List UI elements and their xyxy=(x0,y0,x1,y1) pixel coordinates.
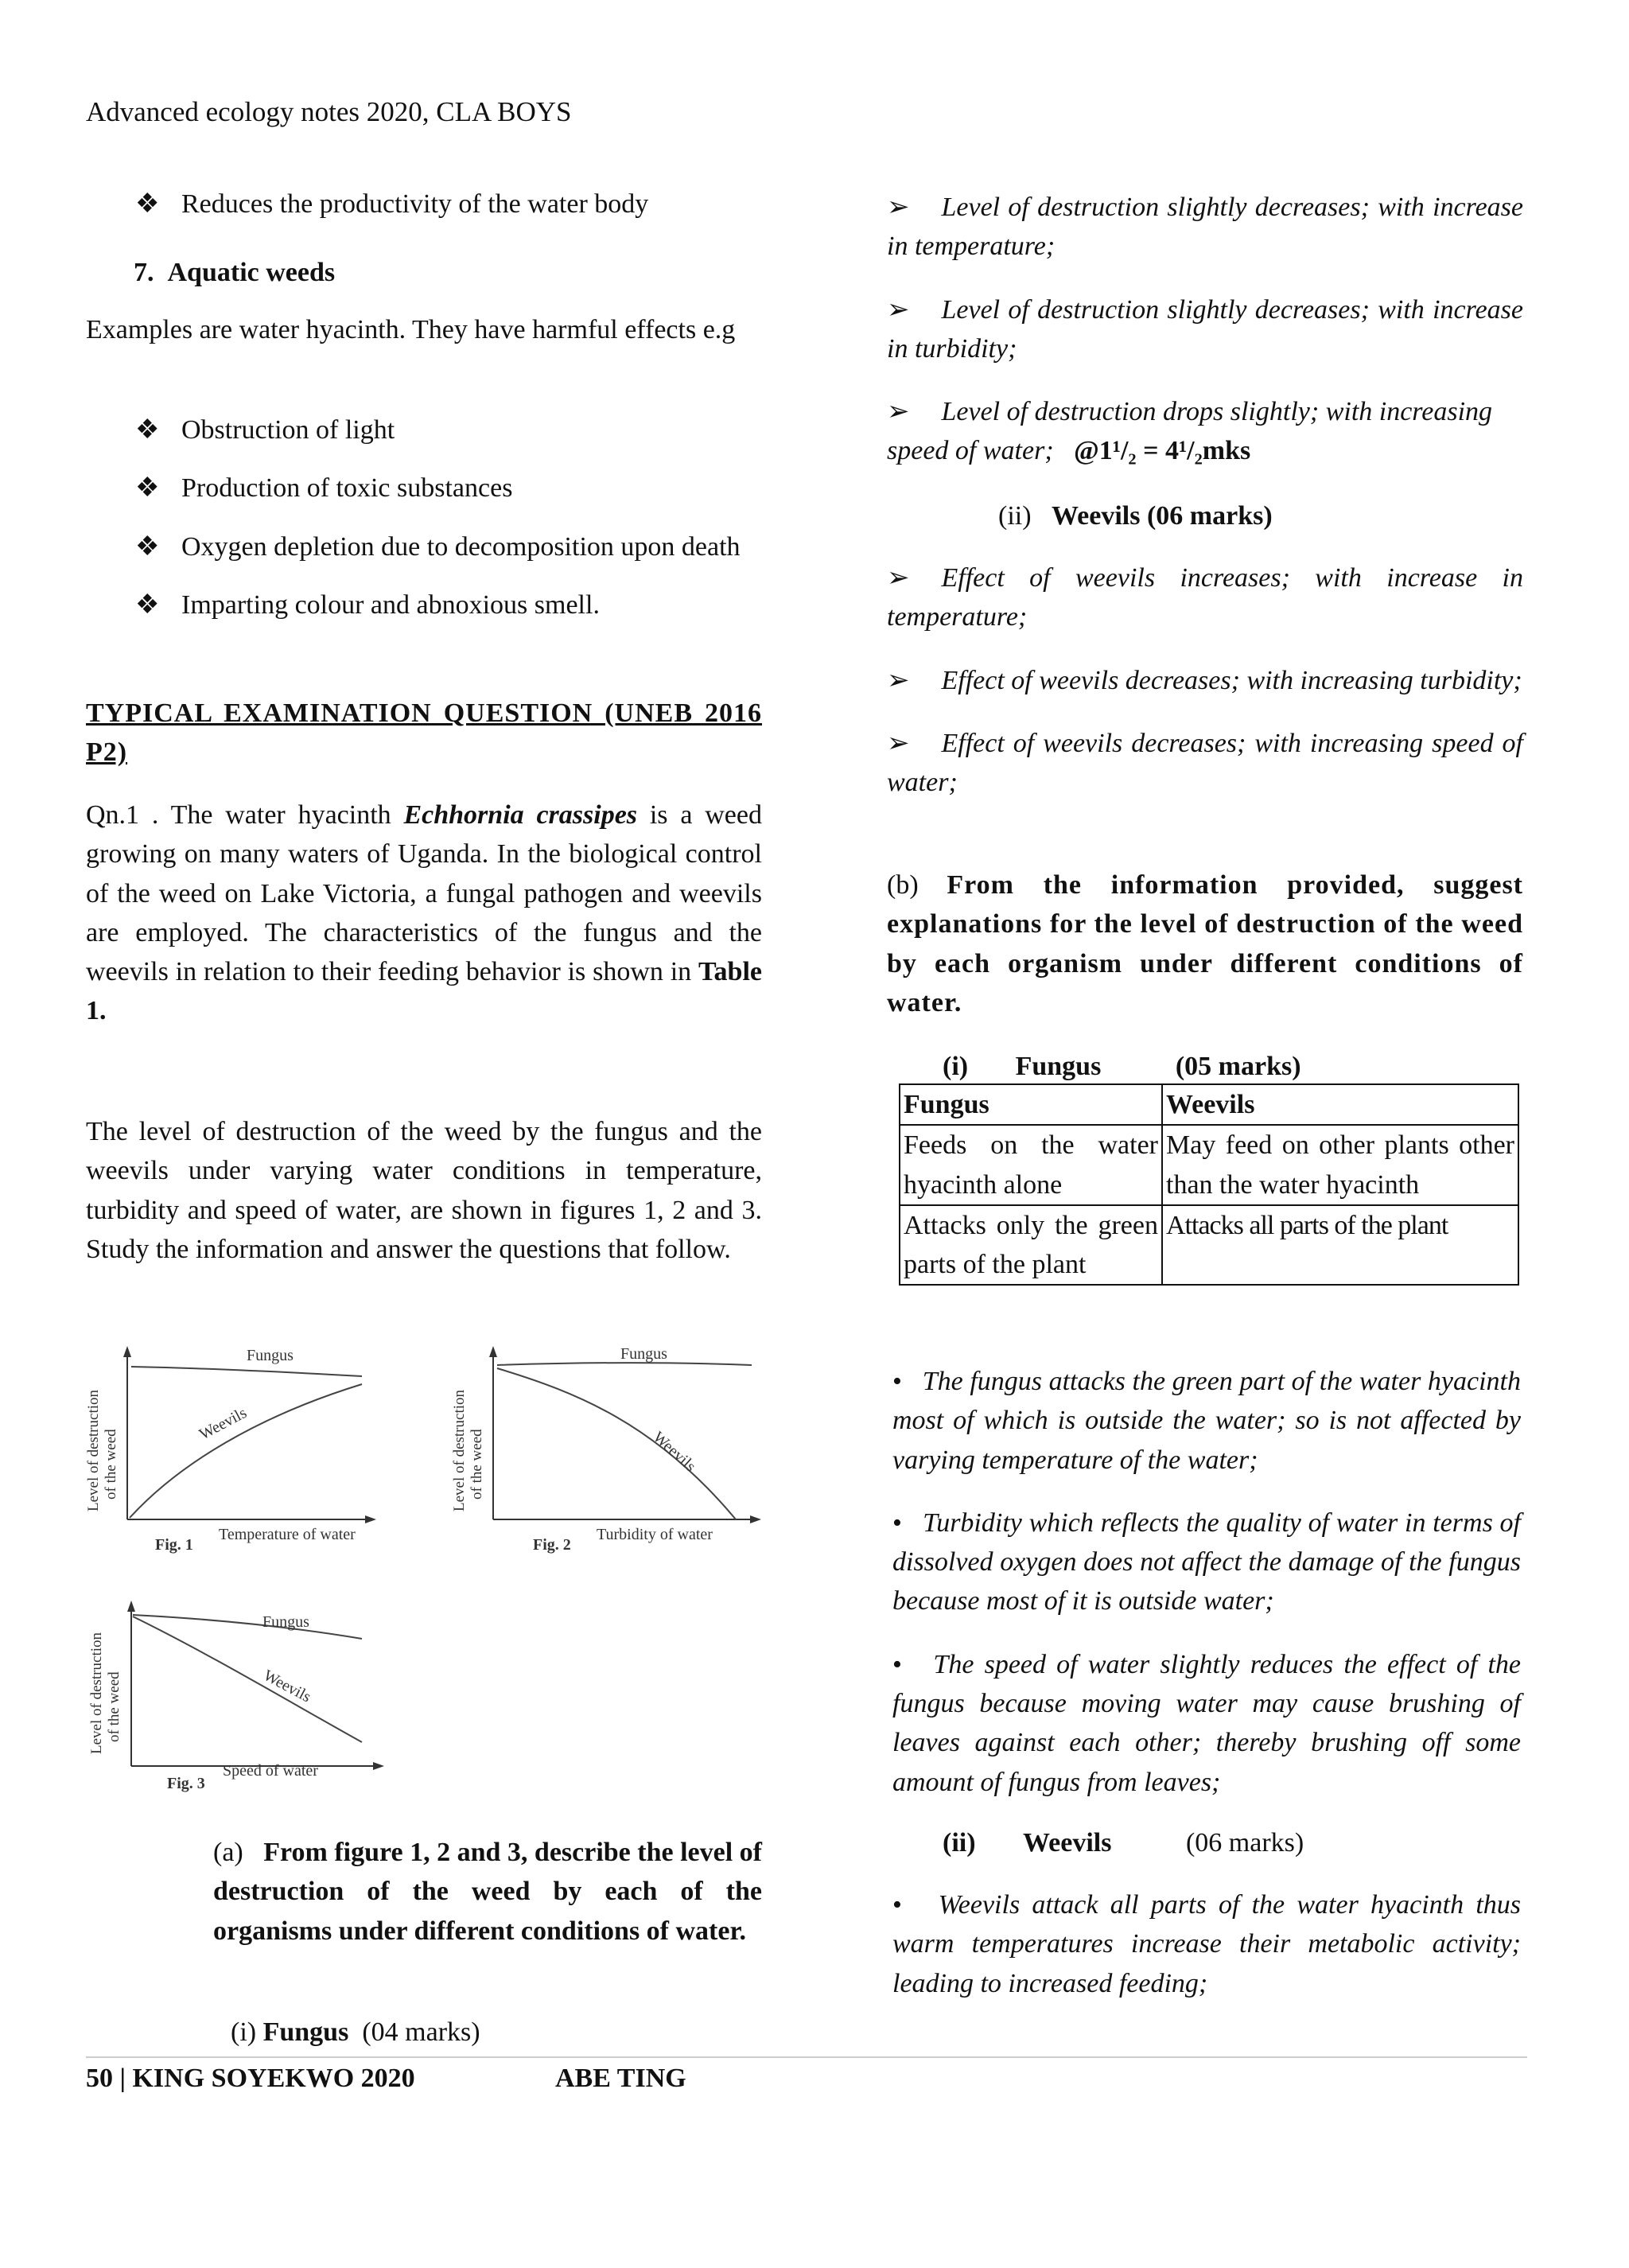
footer-left: 50 | KING SOYEKWO 2020 xyxy=(86,2064,415,2093)
fig2-fungus-label: Fungus xyxy=(620,1345,667,1363)
left-column xyxy=(86,185,762,224)
fig1-ylabel-2: of the weed xyxy=(103,1429,119,1500)
part-b xyxy=(887,866,1523,1022)
diamond-bullet-icon: ❖ xyxy=(135,415,160,445)
fig2-ylabel-1: Level of destruction xyxy=(451,1389,468,1511)
arrow-bullet-icon: ➢ xyxy=(887,397,910,427)
fig1-weevils-label: Weevils xyxy=(196,1403,250,1444)
list-item: ❖ Obstruction of light xyxy=(86,410,762,449)
dot-bullet-icon: • xyxy=(892,1507,923,1538)
fig2-weevils-line xyxy=(497,1368,736,1519)
arrow-bullet-icon: ➢ xyxy=(887,563,910,593)
diamond-bullet-icon: ❖ xyxy=(135,473,160,504)
figure-2 xyxy=(449,1336,768,1559)
page-header: Advanced ecology notes 2020, CLA BOYS xyxy=(86,96,572,127)
fig1-weevils-line xyxy=(130,1384,362,1518)
table-row xyxy=(900,1205,1518,1286)
part-b-text: From the information provided, suggest explanations for the level of destruction of the weed by each organism under different conditions of water. xyxy=(887,870,1524,1017)
weevil-answers xyxy=(887,558,1523,802)
answer-item: ➢ Effect of weevils decreases; with increasing turbidity; xyxy=(887,665,1522,695)
fig2-ylabel-2: of the weed xyxy=(468,1429,485,1500)
fig2-xlabel: Turbidity of water xyxy=(597,1526,713,1543)
level-description: The level of destruction of the weed by the fungus and the weevils under varying water conditions in temperature, turbidity and speed of water, are shown in figures 1, 2 and 3. Study the information and answer the questions that follow. xyxy=(86,1117,762,1264)
answer-item: ➢ Effect of weevils increases; with increase in temperature; xyxy=(887,563,1523,632)
fig3-weevils-line xyxy=(133,1616,362,1742)
fig2-caption: Fig. 2 xyxy=(533,1536,571,1554)
fig3-caption: Fig. 3 xyxy=(167,1775,205,1792)
explanation-item: • The speed of water slightly reduces the effect of the fungus because moving water may cause brushing of leaves against each other; thereby brushing off some amount of fungus from leaves; xyxy=(892,1649,1521,1797)
fig1-xlabel: Temperature of water xyxy=(219,1526,356,1543)
bullet-item: ❖ Reduces the productivity of the water body xyxy=(86,185,762,224)
dot-bullet-icon: • xyxy=(892,1649,934,1679)
part-b-i: (i) Fungus (05 marks) xyxy=(943,1052,1301,1081)
fig3-ylabel-2: of the weed xyxy=(106,1671,122,1742)
part-a-label: (a) xyxy=(213,1838,243,1867)
table-cell: Attacks all parts of the plant xyxy=(1162,1205,1518,1286)
fig2-y-arrow xyxy=(489,1346,497,1357)
comparison-table-wrap xyxy=(899,1083,1519,1286)
answer-item: ➢ Level of destruction slightly decreases; with increase in turbidity; xyxy=(887,294,1523,364)
list-item: ❖ Oxygen depletion due to decomposition upon death xyxy=(86,527,762,566)
explanation-item: • Turbidity which reflects the quality of water in terms of dissolved oxygen does not affect the damage of the fungus because most of it is outside water; xyxy=(892,1507,1521,1616)
effects-list xyxy=(86,410,762,624)
table-header: Fungus xyxy=(900,1084,1162,1125)
fig1-fungus-line xyxy=(131,1367,362,1376)
table-row xyxy=(900,1125,1518,1205)
heading-number: 7. xyxy=(134,258,154,287)
dot-bullet-icon: • xyxy=(892,1367,923,1396)
fig1-y-arrow xyxy=(123,1346,131,1357)
part-b-label: (b) xyxy=(887,870,919,900)
table-cell: Attacks only the green parts of the plant xyxy=(900,1205,1162,1286)
fig1-x-arrow xyxy=(365,1515,376,1523)
part-a xyxy=(213,1833,762,1951)
fig1-caption: Fig. 1 xyxy=(155,1536,193,1554)
explanation-item: • The fungus attacks the green part of the water hyacinth most of which is outside the water; so is not affected by varying temperature of the water; xyxy=(892,1367,1521,1475)
table-header-row xyxy=(900,1084,1518,1125)
fig3-y-arrow xyxy=(127,1601,135,1612)
fig1-fungus-label: Fungus xyxy=(247,1347,294,1364)
comparison-table xyxy=(899,1083,1519,1286)
arrow-bullet-icon: ➢ xyxy=(887,193,910,222)
intro-text: Examples are water hyacinth. They have harmful effects e.g xyxy=(86,315,736,344)
diamond-bullet-icon: ❖ xyxy=(135,531,160,562)
table-cell: May feed on other plants other than the water hyacinth xyxy=(1162,1125,1518,1205)
exam-title: TYPICAL EXAMINATION QUESTION (UNEB 2016 P2) xyxy=(86,698,762,768)
fungus-answers xyxy=(887,188,1523,471)
fig3-weevils-label: Weevils xyxy=(260,1666,314,1706)
fig2-weevils-label: Weevils xyxy=(649,1428,699,1476)
fig3-fungus-label: Fungus xyxy=(262,1613,309,1631)
fig2-x-arrow xyxy=(750,1515,761,1523)
fig3-ylabel-1: Level of destruction xyxy=(88,1632,105,1754)
heading-text: Aquatic weeds xyxy=(167,258,336,287)
list-item: ❖ Imparting colour and abnoxious smell. xyxy=(86,585,762,624)
fungus-explanations xyxy=(892,1362,1521,1802)
section-heading xyxy=(86,253,762,292)
answer-item: ➢ Level of destruction slightly decreases; with increase in temperature; xyxy=(887,193,1523,262)
marks-note: @1¹/₂ = 4¹/₂mks xyxy=(1074,436,1251,466)
arrow-bullet-icon: ➢ xyxy=(887,294,910,325)
weevil-explanation: • Weevils attack all parts of the water hyacinth thus warm temperatures increase their metabolic activity; leading to increased feeding; xyxy=(892,1890,1522,1998)
fig2-fungus-line xyxy=(497,1363,752,1365)
part-a-text: From figure 1, 2 and 3, describe the level of destruction of the weed by each of the organisms under different conditions of water. xyxy=(213,1838,762,1946)
footer-right: ABE TING xyxy=(555,2064,686,2093)
question-text: Qn.1 . The water hyacinth Echhornia crassipes is a weed growing on many waters of Uganda. In the biological control of the weed on Lake Victoria, a fungal pathogen and weevils are employed. The characteristics of the fungus and the weevils in relation to their feeding behavior is shown in Table 1. xyxy=(86,800,762,1026)
weevils-heading: (ii) Weevils (06 marks) xyxy=(998,501,1273,531)
part-a-i: (i) Fungus (04 marks) xyxy=(231,2017,480,2047)
answer-item: ➢ Level of destruction drops slightly; with increasing speed of water; @1¹/₂ = 4¹/₂mks xyxy=(887,397,1493,466)
diamond-bullet-icon: ❖ xyxy=(135,589,160,620)
figure-3 xyxy=(84,1591,386,1806)
dot-bullet-icon: • xyxy=(892,1890,939,1920)
arrow-bullet-icon: ➢ xyxy=(887,728,910,758)
list-item: ❖ Production of toxic substances xyxy=(86,469,762,508)
arrow-bullet-icon: ➢ xyxy=(887,665,910,695)
fig3-fungus-line xyxy=(133,1615,362,1639)
table-header: Weevils xyxy=(1162,1084,1518,1125)
diamond-bullet-icon: ❖ xyxy=(135,189,160,219)
table-cell: Feeds on the water hyacinth alone xyxy=(900,1125,1162,1205)
table-reference: Table 1. xyxy=(86,957,762,1026)
species-name: Echhornia crassipes xyxy=(403,800,638,830)
answer-item: ➢ Effect of weevils decreases; with increasing speed of water; xyxy=(887,728,1523,798)
footer-divider xyxy=(86,2056,1527,2058)
part-b-ii: (ii) Weevils (06 marks) xyxy=(943,1828,1304,1858)
fig3-x-arrow xyxy=(373,1762,384,1770)
figure-1 xyxy=(84,1336,386,1559)
fig3-xlabel: Speed of water xyxy=(223,1762,318,1780)
fig1-ylabel-1: Level of destruction xyxy=(85,1389,102,1511)
